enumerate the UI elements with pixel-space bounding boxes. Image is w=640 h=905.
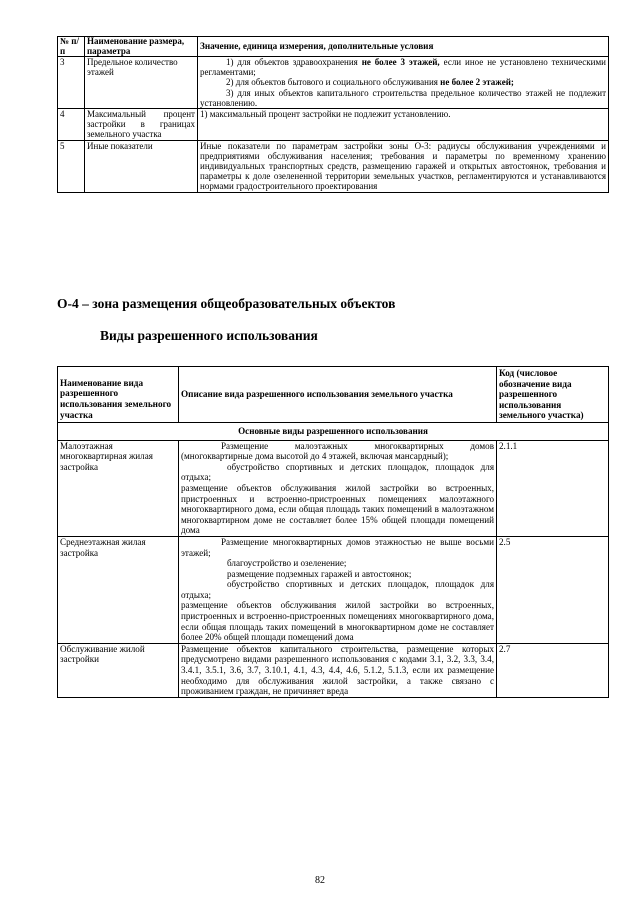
- value-line: Иные показатели по параметрам застройки зоны О-3: радиусы обслуживания учреждениями и предприятиями обслуживания населения; требования и параметры по временному хранению индивидуальных транспортных средств, размещению гаражей и открытых автостоянок, требования и параметры к доле озелененной территории земельных участков, регламентируются и устанавливаются нормами градостроительного проектирования: [200, 140, 606, 192]
- parameters-table: [57, 36, 609, 193]
- permitted-use-heading: Виды разрешенного использования: [100, 328, 318, 343]
- description-paragraph: Размещение объектов капитального строительства, размещение которых предусмотрено видами разрешенного использования с кодами 3.1, 3.2, 3.3, 3.4, 3.4.1, 3.5.1, 3.6, 3.7, 3.10.1, 4.1, 4.3, 4.4, 4.6, 5.1.2, 5.1.3, если их размещение необходимо для обслуживания жилой застройки, а также связано с проживанием граждан, не причиняет вреда: [181, 643, 494, 697]
- value-line: 3) для иных объектов капитального строительства предельное количество этажей не подлежит установлению.: [200, 87, 606, 108]
- row-name: Предельное количество этажей: [85, 57, 198, 109]
- row-num: 3: [58, 57, 85, 109]
- section-title: Основные виды разрешенного использования: [58, 422, 609, 440]
- value-line: 2) для объектов бытового и социального обслуживания не более 2 этажей;: [226, 77, 514, 88]
- description-paragraph: благоустройство и озеленение;: [227, 558, 347, 569]
- use-name: Обслуживание жилой застройки: [58, 643, 179, 697]
- use-code: 2.5: [497, 536, 609, 643]
- row-num: 5: [58, 140, 85, 192]
- table-row: [58, 109, 609, 141]
- header-use-name: Наименование вида разрешенного использования земельного участка: [58, 367, 179, 423]
- use-description: [179, 536, 497, 643]
- header-value: Значение, единица измерения, дополнительные условия: [198, 37, 609, 57]
- permitted-use-table: [57, 366, 609, 698]
- description-paragraph: размещение объектов обслуживания жилой застройки во встроенных, пристроенных и встроенно-пристроенных помещениях многоквартирного дома, если общая площадь таких помещений в многоквартирном доме не составляет более 20% общей площади помещений дома: [181, 600, 494, 643]
- table-row: [58, 140, 609, 192]
- row-num: 4: [58, 109, 85, 141]
- section-row: [58, 422, 609, 440]
- description-paragraph: обустройство спортивных и детских площадок, площадок для отдыха;: [181, 579, 494, 600]
- description-paragraph: обустройство спортивных и детских площадок, площадок для отдыха;: [181, 461, 494, 483]
- use-name: Среднеэтажная жилая застройка: [58, 536, 179, 643]
- header-name: Наименование размера, параметра: [85, 37, 198, 57]
- value-line: 1) максимальный процент застройки не подлежит установлению.: [200, 109, 451, 120]
- row-name: Максимальный процент застройки в границах земельного участка: [85, 109, 198, 141]
- description-paragraph: Размещение многоквартирных домов этажностью не выше восьми этажей;: [181, 536, 494, 558]
- use-name: Малоэтажная многоквартирная жилая застройка: [58, 440, 179, 536]
- value-line: 1) для объектов здравоохранения не более 3 этажей, если иное не установлено техническими регламентами;: [200, 57, 606, 78]
- use-description: [179, 440, 497, 536]
- use-description: [179, 643, 497, 697]
- parameters-table-header: [58, 37, 609, 57]
- header-use-description: Описание вида разрешенного использования земельного участка: [179, 367, 497, 423]
- table-row: [58, 643, 609, 697]
- table-row: [58, 440, 609, 536]
- use-code: 2.7: [497, 643, 609, 697]
- header-num: № п/п: [58, 37, 85, 57]
- description-paragraph: размещение объектов обслуживания жилой застройки во встроенных, пристроенных и встроенно-пристроенных помещениях малоэтажного многоквартирного дома, если общая площадь таких помещений в малоэтажном многоквартирном доме не составляет более 15% общей площади помещений дома: [181, 482, 494, 536]
- description-paragraph: Размещение малоэтажных многоквартирных домов (многоквартирные дома высотой до 4 этажей, включая мансардный);: [181, 440, 494, 462]
- table-row: [58, 536, 609, 643]
- header-use-code: Код (числовое обозначение вида разрешенного использования земельного участка): [497, 367, 609, 423]
- permitted-use-header: [58, 367, 609, 423]
- description-paragraph: размещение подземных гаражей и автостоянок;: [227, 568, 412, 579]
- use-code: 2.1.1: [497, 440, 609, 536]
- row-value: [198, 109, 609, 141]
- row-value: [198, 57, 609, 109]
- row-value: [198, 140, 609, 192]
- page-number: 82: [315, 875, 325, 886]
- zone-heading: О-4 – зона размещения общеобразовательных объектов: [57, 296, 396, 311]
- row-name: Иные показатели: [85, 140, 198, 192]
- table-row: [58, 57, 609, 109]
